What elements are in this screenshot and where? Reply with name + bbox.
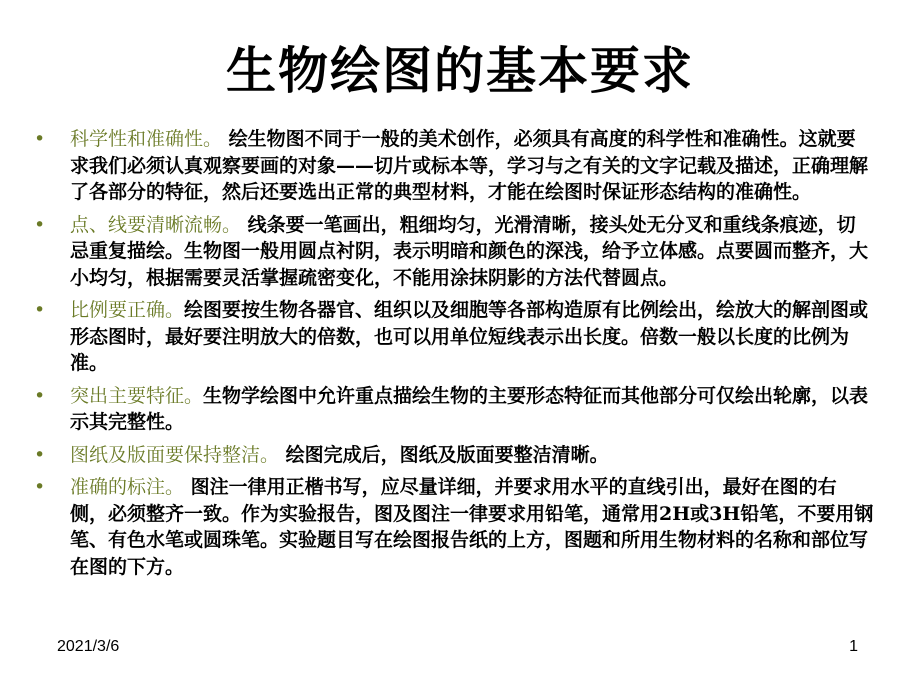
bullet-text: 图注一律用正楷书写，应尽量详细，并要求用水平的直线引出，最好在图的右侧，必须整齐一致。作为实验报告，图及图注一律要求用铅笔，通常用2H或3H铅笔，不要用钢笔、有色水笔或圆珠笔。实验题目写在绘图报告纸的上方，图题和所用生物材料的名称和部位写在图的下方。: [70, 476, 874, 578]
bullet-text: 生物学绘图中允许重点描绘生物的主要形态特征而其他部分可仅绘出轮廓，以表示其完整性。: [70, 384, 869, 433]
bullet-lead: 图纸及版面要保持整洁。: [70, 443, 280, 466]
bullet-lead: 比例要正确。: [70, 299, 185, 321]
bullet-lead: 准确的标注。: [70, 476, 185, 498]
bullet-item-labeling: [34, 474, 874, 580]
footer-date: 2021/3/6: [57, 638, 120, 655]
bullet-lead: 突出主要特征。: [70, 384, 204, 407]
bullet-dot-icon: •: [34, 384, 46, 407]
bullet-dot-icon: •: [34, 299, 46, 321]
bullet-dot-icon: •: [34, 213, 46, 236]
bullet-item-lines: [34, 212, 874, 292]
bullet-text: 绘生物图不同于一般的美术创作，必须具有高度的科学性和准确性。这就要求我们必须认真观察要画的对象——切片或标本等，学习与之有关的文字记载及描述，正确理解了各部分的特征，然后还要选出正常的典型材料，才能在绘图时保证形态结构的准确性。: [70, 128, 869, 203]
bullet-item-proportion: [34, 297, 874, 377]
bullet-item-features: [34, 383, 874, 436]
bullet-item-neatness: [34, 442, 874, 469]
bullet-lead: 科学性和准确性。: [70, 128, 223, 150]
bullet-lead: 点、线要清晰流畅。: [70, 213, 242, 236]
bullet-list: [34, 126, 874, 586]
bullet-text: 绘图要按生物各器官、组织以及细胞等各部构造原有比例绘出，绘放大的解剖图或形态图时，最好要注明放大的倍数，也可以用单位短线表示出长度。倍数一般以长度的比例为准。: [70, 299, 869, 374]
bullet-text: 线条要一笔画出，粗细均匀，光滑清晰，接头处无分叉和重线条痕迹，切忌重复描绘。生物图一般用圆点衬阴，表示明暗和颜色的深浅，给予立体感。点要圆而整齐，大小均匀，根据需要灵活掌握疏密变化，不能用涂抹阴影的方法代替圆点。: [70, 213, 869, 289]
bullet-text: 绘图完成后，图纸及版面要整洁清晰。: [279, 443, 609, 466]
bullet-dot-icon: •: [34, 443, 46, 466]
bullet-dot-icon: •: [34, 476, 46, 498]
bullet-dot-icon: •: [34, 128, 46, 150]
slide-title: 生物绘图的基本要求: [226, 41, 694, 100]
page-number: 1: [849, 638, 858, 655]
bullet-item-accuracy: [34, 126, 874, 206]
